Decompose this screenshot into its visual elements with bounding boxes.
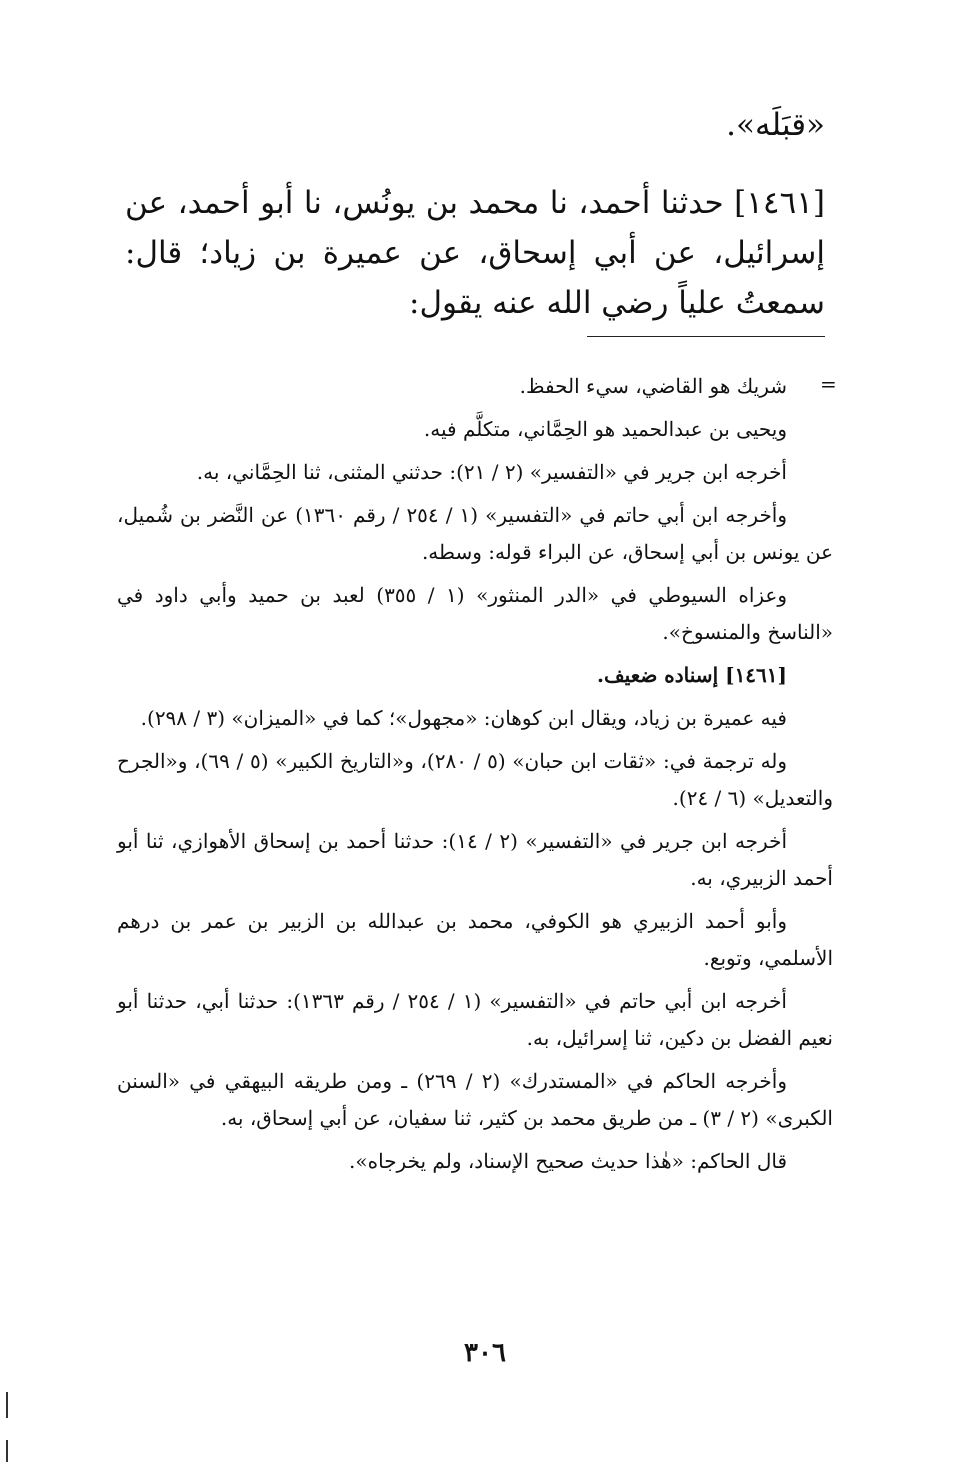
footnote-line: فيه عميرة بن زياد، ويقال ابن كوهان: «مجهول»؛ كما في «الميزان» (٣ / ٢٩٨). bbox=[140, 706, 787, 730]
main-text-top-line: «قبَلَه». bbox=[726, 107, 825, 143]
footnote-line: وأخرجه الحاكم في «المستدرك» (٢ / ٢٦٩) ـ ومن طريقه البيهقي في «السنن الكبرى» (٢ / ٣) ـ من طريق محمد بن كثير، ثنا سفيان، عن أبي إسحاق، به. bbox=[117, 1069, 833, 1130]
footnote-line: قال الحاكم: «هٰذا حديث صحيح الإسناد، ولم يخرجاه». bbox=[349, 1149, 787, 1173]
footnote-line: أخرجه ابن جرير في «التفسير» (٢ / ٢١): حدثني المثنى، ثنا الحِمَّاني، به. bbox=[196, 460, 787, 484]
footnotes bbox=[117, 368, 833, 1186]
footnote-line: وأخرجه ابن أبي حاتم في «التفسير» (١ / ٢٥٤ / رقم ١٣٦٠) عن النَّضر بن شُميل، عن يونس بن أبي إسحاق، عن البراء قوله: وسطه. bbox=[117, 503, 833, 564]
footnote-line: وعزاه السيوطي في «الدر المنثور» (١ / ٣٥٥) لعبد بن حميد وأبي داود في «الناسخ والمنسوخ». bbox=[117, 583, 833, 644]
footnote-line: وله ترجمة في: «ثقات ابن حبان» (٥ / ٢٨٠)، و«التاريخ الكبير» (٥ / ٦٩)، و«الجرح والتعديل» (٦ / ٢٤). bbox=[117, 749, 833, 810]
footnote-line: وأبو أحمد الزبيري هو الكوفي، محمد بن عبدالله بن الزبير بن عمر بن درهم الأسلمي، وتوبع. bbox=[117, 909, 833, 970]
footnote-line: شريك هو القاضي، سيء الحفظ. bbox=[519, 374, 787, 398]
scan-edge-mark bbox=[6, 1392, 8, 1418]
scan-edge-mark bbox=[6, 1440, 8, 1462]
footnote-line: أخرجه ابن جرير في «التفسير» (٢ / ١٤): حدثنا أحمد بن إسحاق الأهوازي، ثنا أبو أحمد الزبيري، به. bbox=[117, 829, 833, 890]
page-number: ٣٠٦ bbox=[464, 1338, 506, 1368]
footnote-hadith-heading: [١٤٦١] إسناده ضعيف. bbox=[597, 663, 787, 687]
footnote-line: ويحيى بن عبدالحميد هو الحِمَّاني، متكلَّم فيه. bbox=[423, 417, 787, 441]
footnote-continuation-mark: = bbox=[820, 372, 837, 396]
footnote-separator bbox=[587, 336, 825, 337]
main-text-hadith-paragraph: [١٤٦١] حدثنا أحمد، نا محمد بن يونُس، نا أبو أحمد، عن إسرائيل، عن أبي إسحاق، عن عميرة بن زياد؛ قال: سمعتُ علياً رضي الله عنه يقول: bbox=[125, 185, 825, 321]
footnote-line: أخرجه ابن أبي حاتم في «التفسير» (١ / ٢٥٤ / رقم ١٣٦٣): حدثنا أبي، حدثنا أبو نعيم الفضل بن دكين، ثنا إسرائيل، به. bbox=[117, 989, 833, 1050]
